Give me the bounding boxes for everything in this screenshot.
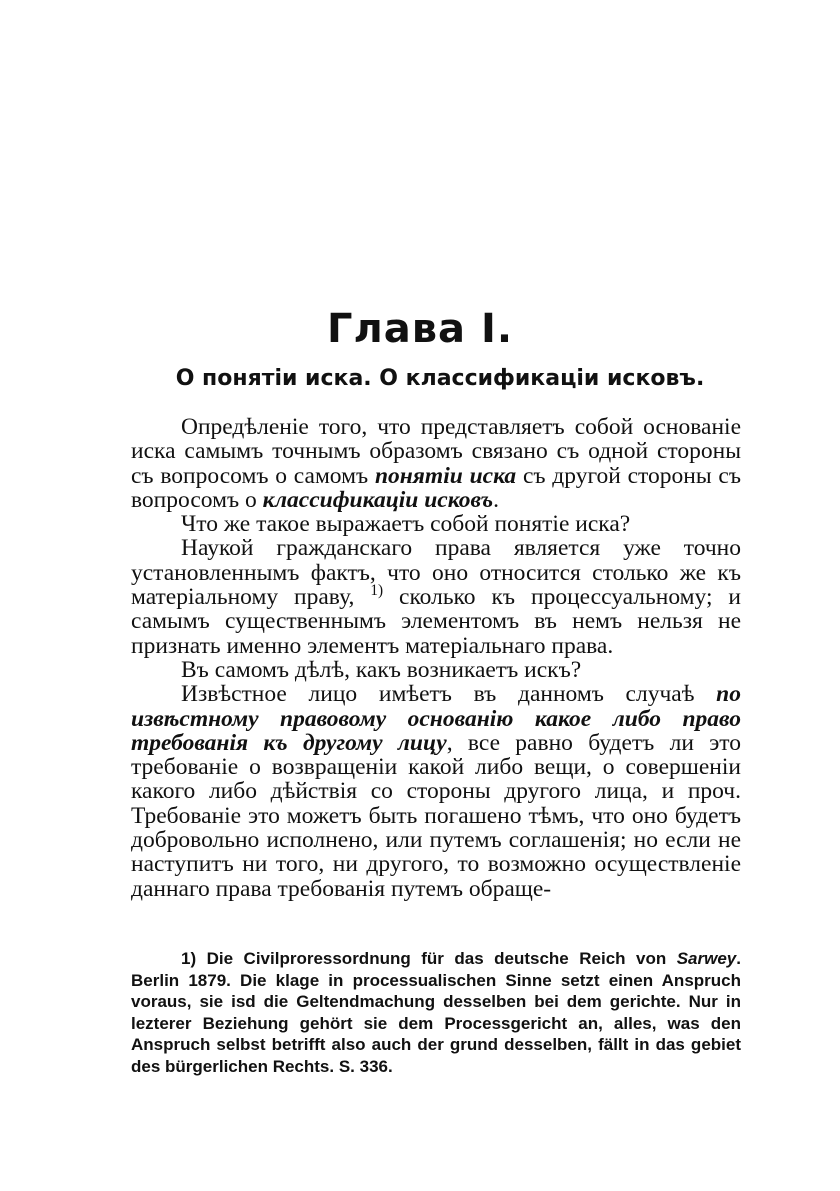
footnote [131, 948, 741, 1078]
emphasis-concept-of-claim: понятіи иска [374, 462, 517, 489]
paragraph-5-text-2: , все равно будетъ ли это требованіе о возвращеніи какой либо вещи, о совершеніи какого либо дѣйствія со стороны другого лица, и проч. Требованіе это можетъ быть погашено тѣмъ, что оно будетъ добровольно исполнено, или путемъ соглашенія; но если не наступитъ ни того, ни другого, то возможно осуществленіе даннаго права требованія путемъ обраще- [131, 729, 741, 902]
paragraph-5-text: Извѣстное лицо имѣетъ въ данномъ случаѣ [181, 681, 717, 708]
paragraph-4: Въ самомъ дѣлѣ, какъ возникаетъ искъ? [181, 656, 582, 683]
paragraph-5 [131, 682, 741, 901]
emphasis-classification-of-claims: классификаціи исковъ [262, 486, 494, 513]
body-text [131, 415, 741, 901]
footnote-author: Sarwey [676, 949, 737, 968]
footnote-text [131, 948, 741, 1078]
paragraph-3-text: Наукой гражданскаго права является уже точно установленнымъ фактъ, что оно относится столько же къ матеріальному праву, [131, 535, 741, 611]
paragraph-1 [131, 415, 741, 512]
paragraph-1-end: . [493, 486, 499, 513]
chapter-title: Глава I. [326, 306, 514, 352]
paragraph-2: Что же такое выражаетъ собой понятіе иска? [181, 511, 631, 538]
emphasis-legal-basis: по извѣстному правовому основанію какое либо право требованія къ другому лицу [131, 681, 741, 756]
footnote-ref: 1) [370, 582, 384, 600]
section-title: О понятіи иска. О классификаціи исковъ. [175, 366, 705, 391]
footnote-marker: 1) [181, 949, 197, 968]
paragraph-1-text-2: съ другой стороны съ вопросомъ о [131, 462, 741, 513]
paragraph-1-text: Опредѣленіе того, что представляетъ собой основаніе иска самымъ точнымъ образомъ связано съ одной стороны съ вопросомъ о самомъ [131, 414, 741, 489]
footnote-text-2: . Berlin 1879. Die klage in processualischen Sinne setzt einen Anspruch voraus, sie isd die Geltendmachung desselben bei dem gerichte. Nur in lezterer Beziehung gehört sie dem Processgericht an, alles, was den Anspruch selbst betrifft also auch der grund desselben, fällt in das gebiet des bürgerlichen Rechts. S. 336. [131, 949, 741, 1076]
paragraph-3-text-2: сколько къ процессуальному; и самымъ существеннымъ элементомъ въ немъ нельзя не признать именно элементъ матеріальнаго права. [131, 584, 742, 659]
footnote-text-1: Die Civilproressordnung für das deutsche Reich von [196, 949, 677, 968]
paragraph-3 [131, 536, 741, 657]
